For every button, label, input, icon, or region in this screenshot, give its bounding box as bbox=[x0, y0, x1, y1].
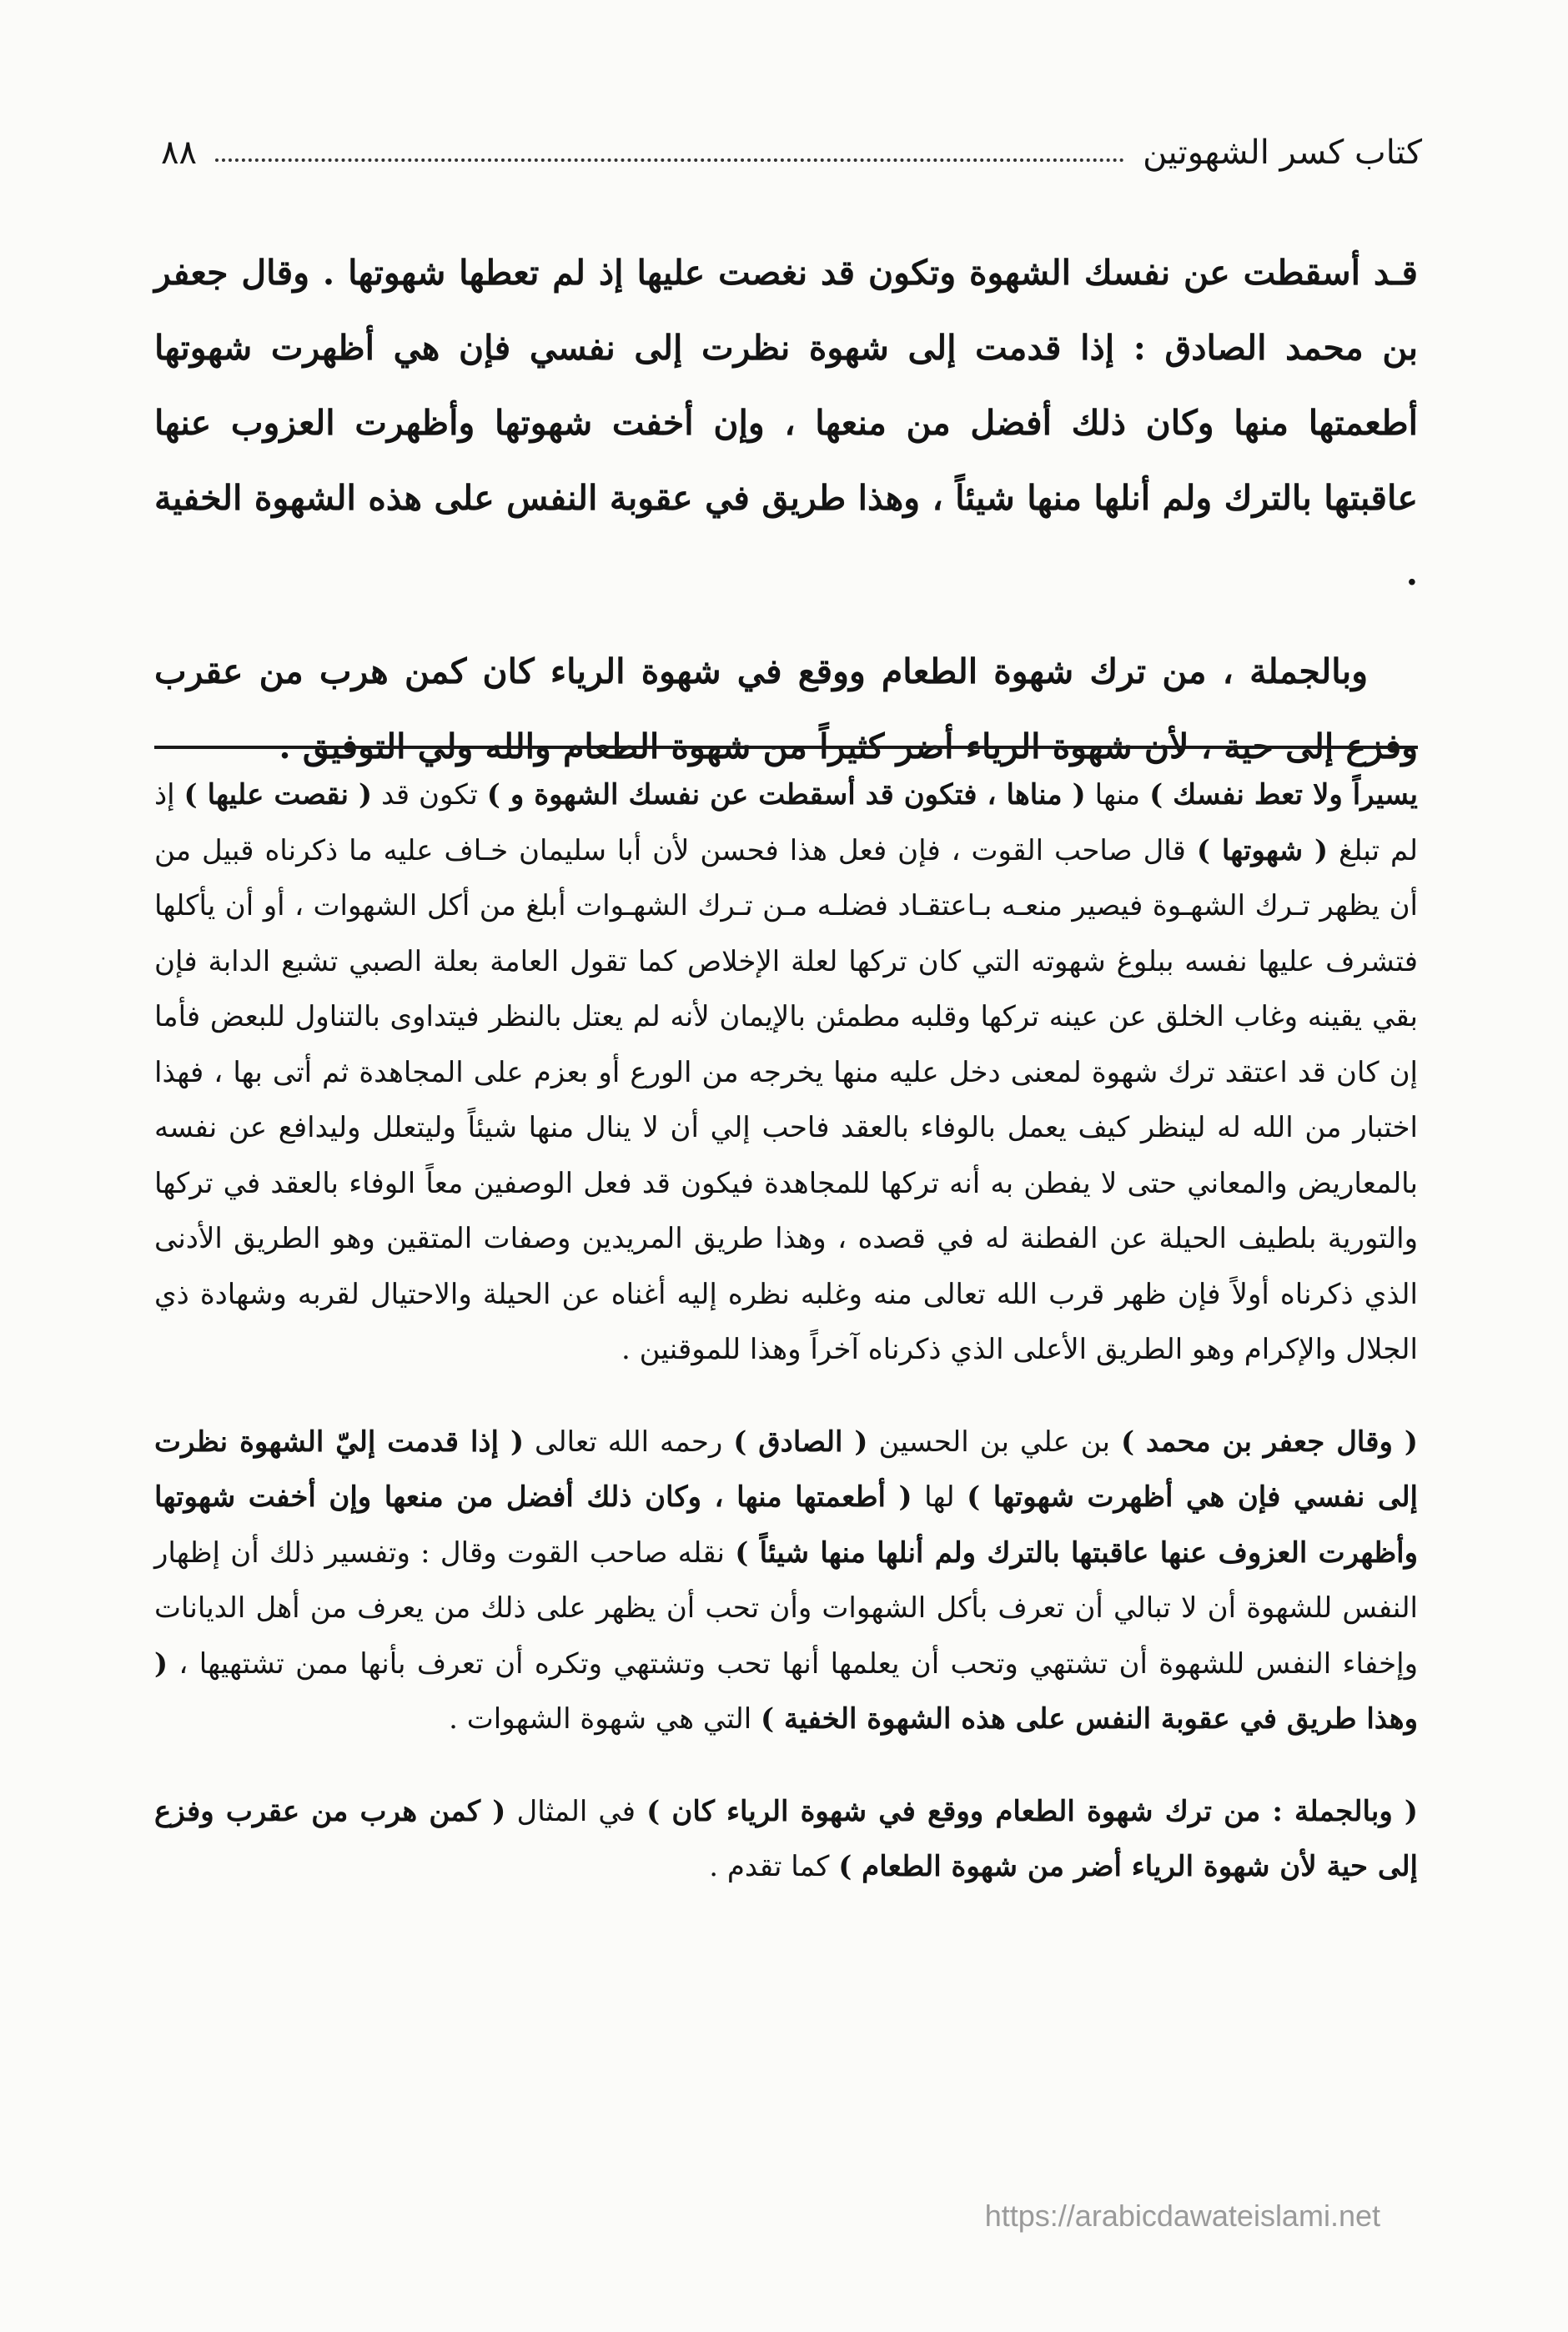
main-paragraph-2: وبالجملة ، من ترك شهوة الطعام ووقع في شهوة الرياء كان كمن هرب من عقرب وفزع إلى حية ، لأن شهوة الرياء أضر كثيراً من شهوة الطعام والله ولي التوفيق . bbox=[154, 651, 1418, 766]
commentary-text: كما تقدم . bbox=[709, 1850, 839, 1883]
quoted-text: ( أطعمتها منها ، وكان ذلك أفضل من منعها وإن أخفت شهوتها وأظهرت العزوف عنها عاقبتها بالترك ولم أنلها منها شيئاً ) bbox=[154, 1480, 1418, 1570]
quoted-text: ( مناها ، فتكون قد أسقطت عن نفسك الشهوة و ) bbox=[486, 778, 1086, 812]
footnote-divider bbox=[154, 746, 1418, 749]
quoted-text: ( كمن هرب من عقرب وفزع إلى حية لأن شهوة الرياء أضر من شهوة الطعام ) bbox=[154, 1794, 1418, 1883]
quoted-text: ( إذا قدمت إليّ الشهوة نظرت إلى نفسي فإن هي أظهرت شهوتها ) bbox=[154, 1425, 1418, 1514]
commentary-text: منها bbox=[1085, 778, 1150, 812]
commentary-text: تكون قد bbox=[372, 778, 487, 812]
main-paragraph-1: قـد أسقطت عن نفسك الشهوة وتكون قد نغصت عليها إذ لم تعطها شهوتها . وقال جعفر بن محمد الصادق : إذا قدمت إلى شهوة نظرت إلى نفسي فإن هي أظهرت شهوتها أطعمتها منها وكان ذلك أفضل من منعها ، وإن أخفت شهوتها وأظهرت العزوب عنها عاقبتها بالترك ولم أنلها منها شيئاً ، وهذا طريق في عقوبة النفس على هذه الشهوة الخفية . bbox=[154, 253, 1418, 593]
quoted-text: ( وهذا طريق في عقوبة النفس على هذه الشهوة الخفية ) bbox=[154, 1646, 1418, 1736]
commentary-text: رحمه الله تعالى bbox=[524, 1425, 734, 1459]
commentary-text: نقله صاحب القوت وقال : وتفسير ذلك أن إظهار النفس للشهوة أن لا تبالي أن تعرف بأكل الشهوات وأن تحب أن يظهر على ذلك من يعرف من أهل الديانات وإخفاء النفس للشهوة أن تشتهي وتحب أن يعلمها أنها تحب وتشتهي وتكره أن تعرف بأنها ممن تشتهيها ، bbox=[154, 1535, 1418, 1681]
commentary-paragraph-1 bbox=[154, 767, 1418, 1378]
commentary-text: التي هي شهوة الشهوات . bbox=[449, 1702, 761, 1736]
commentary-text: بن علي بن الحسين bbox=[867, 1425, 1121, 1459]
header-dotted-leader bbox=[215, 158, 1124, 162]
quoted-text: ( الصادق ) bbox=[733, 1425, 868, 1459]
quoted-text: ( وقال جعفر بن محمد ) bbox=[1120, 1425, 1418, 1459]
commentary-paragraph-2 bbox=[154, 1415, 1418, 1747]
running-title: كتاب كسر الشهوتين bbox=[1143, 133, 1422, 172]
commentary-text: في المثال bbox=[505, 1794, 647, 1828]
quoted-text: ( شهوتها ) bbox=[1196, 833, 1329, 867]
commentary-text: لها bbox=[912, 1480, 967, 1514]
commentary-text: قال صاحب القوت ، فإن فعل هذا فحسن لأن أبا سليمان خـاف عليه ما ذكرناه قبيل من أن يظهر تـرك الشهـوة فيصير منعـه بـاعتقـاد فضلـه مـن تـرك الشهـوات أبلغ من أكل الشهوات ، أو أن يأكلها فتشرف عليها نفسه ببلوغ شهوته التي كان تركها لعلة الإخلاص كما تقول العامة بعلة الصبي تشبع الدابة فإن بقي يقينه وغاب الخلق عن عينه تركها وقلبه مطمئن بالإيمان لأنه لم يعتل بالنظر فيتداوى بالتناول للبعض فأما إن كان قد اعتقد ترك شهوة لمعنى دخل عليه منها يخرجه من الورع أو بعزم على المجاهدة ثم أتى بها ، فهذا اختبار من الله له لينظر كيف يعمل بالوفاء بالعقد فاحب إلي أن لا ينال منها شيئاً وليتعلل وليدافع عن نفسه بالمعاريض والمعاني حتى لا يفطن به أنه تركها للمجاهدة فيكون قد فعل الوصفين معاً الوفاء بالعقد في تركها والتورية بلطيف الحيلة عن الفطنة له في قصده ، وهذا طريق المريدين وصفات المتقين وهو الطريق الأدنى الذي ذكرناه أولاً فإن ظهر قرب الله تعالى منه وغلبه نظره إليه أغناه عن الحيلة والاحتيال لقربه وشهادة ذي الجلال والإكرام وهو الطريق الأعلى الذي ذكرناه آخراً وهذا للموقنين . bbox=[154, 833, 1418, 1366]
page-header bbox=[146, 118, 1422, 172]
quoted-text: ( نقصت عليها ) bbox=[183, 778, 373, 812]
commentary bbox=[154, 767, 1418, 1932]
quoted-text: ( وبالجملة : من ترك شهوة الطعام ووقع في شهوة الرياء كان ) bbox=[646, 1794, 1418, 1828]
watermark-url: https://arabicdawateislami.net bbox=[984, 2199, 1380, 2233]
quoted-text: يسيراً ولا تعط نفسك ) bbox=[1149, 778, 1418, 812]
main-text bbox=[154, 235, 1418, 807]
commentary-text: إذ لم تبلغ bbox=[154, 778, 1418, 867]
commentary-paragraph-3 bbox=[154, 1784, 1418, 1895]
page-number: ٨٨ bbox=[161, 133, 197, 172]
